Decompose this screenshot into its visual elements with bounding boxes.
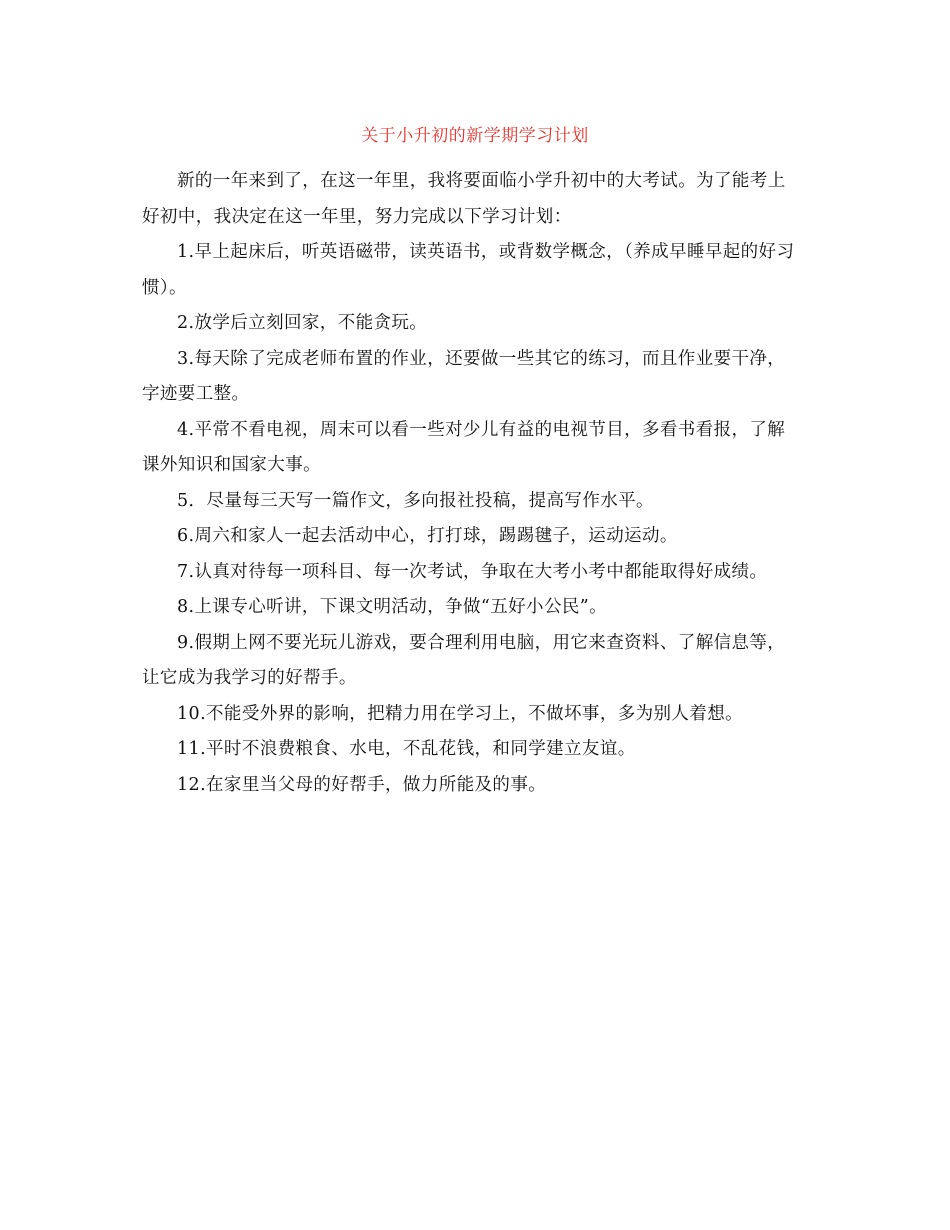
plan-item-8: 8.上课专心听讲，下课文明活动，争做“五好小公民”。	[177, 597, 607, 617]
plan-item-2: 2.放学后立刻回家，不能贪玩。	[177, 313, 428, 333]
document-body	[142, 160, 802, 803]
plan-item-3: 3.每天除了完成老师布置的作业，还要做一些其它的练习，而且作业要干净，字迹要工整。	[142, 348, 786, 404]
plan-item-5: 5．尽量每三天写一篇作文，多向报社投稿，提高写作水平。	[177, 490, 654, 511]
plan-item-9: 9.假期上网不要光玩儿游戏，要合理利用电脑，用它来查资料、了解信息等，让它成为我学习的好帮手。	[142, 632, 786, 688]
plan-item-10: 10.不能受外界的影响，把精力用在学习上，不做坏事，多为别人着想。	[177, 703, 744, 724]
plan-item-12: 12.在家里当父母的好帮手，做力所能及的事。	[177, 774, 547, 795]
plan-item-4: 4.平常不看电视，周末可以看一些对少儿有益的电视节目，多看书看报，了解课外知识和国家大事。	[142, 419, 786, 475]
plan-item-1: 1.早上起床后，听英语磁带，读英语书，或背数学概念，（养成早睡早起的好习惯）。	[142, 242, 795, 298]
document-title: 关于小升初的新学期学习计划	[361, 126, 589, 146]
plan-item-6: 6.周六和家人一起去活动中心，打打球，踢踢毽子，运动运动。	[177, 526, 678, 546]
intro-paragraph: 新的一年来到了，在这一年里，我将要面临小学升初中的大考试。为了能考上好初中，我决定在这一年里，努力完成以下学习计划：	[142, 171, 786, 227]
plan-item-7: 7.认真对待每一项科目、每一次考试，争取在大考小考中都能取得好成绩。	[177, 561, 768, 582]
plan-item-11: 11.平时不浪费粮食、水电，不乱花钱，和同学建立友谊。	[177, 739, 636, 759]
